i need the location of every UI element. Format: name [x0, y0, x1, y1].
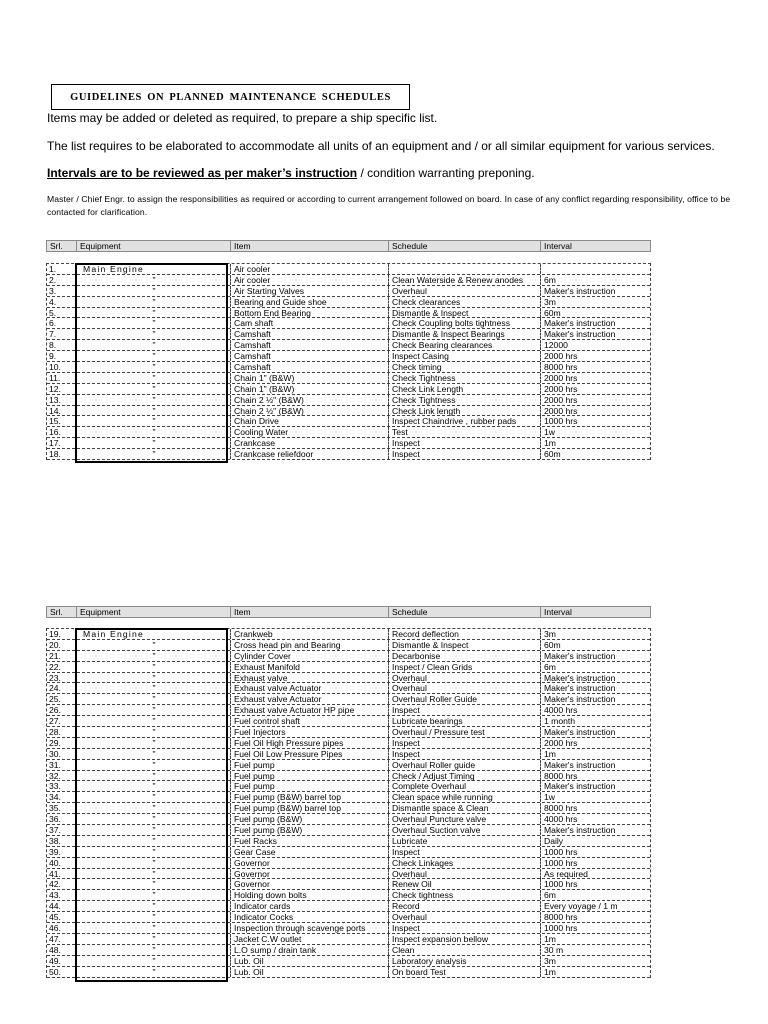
item-cell: Chain 1" (B&W): [230, 384, 389, 394]
item-cell: Fuel pump: [230, 760, 389, 770]
item-cell: Exhaust valve: [230, 673, 389, 683]
schedule-cell: Overhaul: [388, 683, 542, 693]
schedule-cell: Overhaul Roller Guide: [388, 694, 542, 704]
srl-cell: 16.: [49, 427, 61, 438]
equipment-cell: ": [76, 869, 231, 879]
srl-cell: 2.: [49, 274, 57, 285]
interval-cell: 2000 hrs: [540, 384, 654, 394]
srl-cell: 28.: [49, 727, 61, 738]
interval-cell: As required: [540, 869, 654, 879]
main-engine-group-box-1: [75, 263, 228, 463]
schedule-cell: Dismantle & Inspect: [388, 308, 542, 318]
interval-cell: 12000: [540, 340, 654, 350]
intro-line-1: Items may be added or deleted as required, to prepare a ship specific list.: [47, 111, 438, 125]
interval-cell: 8000 hrs: [540, 912, 654, 922]
srl-cell: 7.: [49, 329, 57, 340]
equipment-cell: ": [76, 771, 231, 781]
equipment-cell: ": [76, 705, 231, 715]
interval-cell: 1w: [540, 427, 654, 437]
schedule-cell: Test: [388, 427, 542, 437]
schedule-cell: Overhaul / Pressure test: [388, 727, 542, 737]
interval-cell: 2000 hrs: [540, 373, 654, 383]
schedule-cell: Record: [388, 901, 542, 911]
schedule-cell: Inspect Chaindrive , rubber pads: [388, 416, 542, 426]
srl-cell: 1.: [49, 264, 57, 274]
srl-cell: 30.: [49, 748, 61, 759]
item-cell: L.O sump / drain tank: [230, 945, 389, 955]
srl-cell: 37.: [49, 825, 61, 836]
table-header-2: [46, 606, 651, 618]
interval-cell: Maker's instruction: [540, 286, 654, 296]
srl-cell: 27.: [49, 716, 61, 727]
schedule-cell: Laboratory analysis: [388, 956, 542, 966]
schedule-cell: Inspect Casing: [388, 351, 542, 361]
schedule-cell: Inspect: [388, 749, 542, 759]
interval-cell: 3m: [540, 297, 654, 307]
item-cell: Fuel pump: [230, 781, 389, 791]
item-cell: Exhaust valve Actuator HP pipe: [230, 705, 389, 715]
equipment-cell: ": [76, 945, 231, 955]
interval-cell: Maker's instruction: [540, 651, 654, 661]
srl-cell: 18.: [49, 449, 61, 460]
equipment-cell: ": [76, 803, 231, 813]
item-cell: Bearing and Guide shoe: [230, 297, 389, 307]
srl-cell: 20.: [49, 639, 61, 650]
equipment-cell: ": [76, 395, 231, 405]
item-cell: Lub. Oil: [230, 956, 389, 966]
interval-cell: 2000 hrs: [540, 351, 654, 361]
schedule-cell: On board Test: [388, 967, 542, 977]
item-cell: Holding down bolts: [230, 890, 389, 900]
item-cell: Fuel pump (B&W) barrel top: [230, 803, 389, 813]
interval-cell: 2000 hrs: [540, 406, 654, 416]
srl-cell: 15.: [49, 416, 61, 427]
schedule-cell: Clean space while running: [388, 792, 542, 802]
item-cell: Gear Case: [230, 847, 389, 857]
schedule-cell: Clean Waterside & Renew anodes: [388, 275, 542, 285]
col-schedule: Schedule: [388, 607, 542, 617]
col-srl: Srl.: [50, 607, 63, 617]
item-cell: Air cooler: [230, 275, 389, 285]
equipment-cell: ": [76, 308, 231, 318]
document-title: GUIDELINES ON PLANNED MAINTENANCE SCHEDULES: [51, 84, 410, 110]
schedule-cell: Inspect: [388, 923, 542, 933]
interval-cell: 60m: [540, 449, 654, 459]
item-cell: Camshaft: [230, 351, 389, 361]
srl-cell: 45.: [49, 912, 61, 923]
srl-cell: 22.: [49, 661, 61, 672]
item-cell: Fuel pump (B&W): [230, 814, 389, 824]
interval-cell: 1m: [540, 438, 654, 448]
interval-cell: 1000 hrs: [540, 416, 654, 426]
item-cell: Indicator cards: [230, 901, 389, 911]
srl-cell: 50.: [49, 966, 61, 977]
col-interval: Interval: [540, 241, 654, 251]
equipment-cell: ": [76, 847, 231, 857]
item-cell: Lub. Oil: [230, 967, 389, 977]
srl-cell: 24.: [49, 683, 61, 694]
item-cell: Crankweb: [230, 629, 389, 639]
item-cell: Governor: [230, 858, 389, 868]
item-cell: Camshaft: [230, 362, 389, 372]
schedule-cell: Clean: [388, 945, 542, 955]
interval-cell: 1m: [540, 934, 654, 944]
interval-cell: 6m: [540, 662, 654, 672]
interval-cell: 3m: [540, 629, 654, 639]
interval-cell: 60m: [540, 640, 654, 650]
col-equipment: Equipment: [76, 241, 234, 251]
srl-cell: 10.: [49, 362, 61, 373]
interval-cell: 1m: [540, 967, 654, 977]
srl-cell: 11.: [49, 372, 61, 383]
srl-cell: 36.: [49, 814, 61, 825]
schedule-cell: Check clearances: [388, 297, 542, 307]
interval-cell: [540, 264, 654, 274]
item-cell: Chain 2 ½" (B&W): [230, 395, 389, 405]
item-cell: Exhaust valve Actuator: [230, 694, 389, 704]
col-interval: Interval: [540, 607, 654, 617]
item-cell: Air Starting Valves: [230, 286, 389, 296]
item-cell: Cylinder Cover: [230, 651, 389, 661]
equipment-cell: ": [76, 286, 231, 296]
item-cell: Cam shaft: [230, 318, 389, 328]
srl-cell: 9.: [49, 351, 57, 362]
srl-cell: 32.: [49, 770, 61, 781]
interval-cell: Maker's instruction: [540, 760, 654, 770]
item-cell: Fuel control shaft: [230, 716, 389, 726]
interval-cell: 1000 hrs: [540, 923, 654, 933]
item-cell: Indicator Cocks: [230, 912, 389, 922]
col-item: Item: [230, 241, 389, 251]
item-cell: Exhaust Manifold: [230, 662, 389, 672]
interval-cell: 8000 hrs: [540, 771, 654, 781]
schedule-cell: Overhaul Suction valve: [388, 825, 542, 835]
srl-cell: 29.: [49, 737, 61, 748]
schedule-cell: Inspect: [388, 705, 542, 715]
equipment-cell: ": [76, 956, 231, 966]
interval-cell: 1000 hrs: [540, 847, 654, 857]
schedule-cell: Inspect: [388, 438, 542, 448]
equipment-cell: ": [76, 318, 231, 328]
interval-cell: 2000 hrs: [540, 395, 654, 405]
schedule-cell: Dismantle & Inspect: [388, 640, 542, 650]
schedule-cell: [388, 264, 542, 274]
item-cell: Bottom End Bearing: [230, 308, 389, 318]
table-header-1: [46, 240, 651, 252]
srl-cell: 49.: [49, 955, 61, 966]
interval-cell: 8000 hrs: [540, 803, 654, 813]
srl-cell: 3.: [49, 285, 57, 296]
srl-cell: 13.: [49, 394, 61, 405]
interval-cell: Maker's instruction: [540, 673, 654, 683]
equipment-cell: ": [76, 427, 231, 437]
srl-cell: 41.: [49, 868, 61, 879]
schedule-cell: Dismantle & Inspect Bearings: [388, 329, 542, 339]
equipment-cell: ": [76, 814, 231, 824]
equipment-cell: Main Engine: [76, 264, 237, 274]
schedule-cell: Check Bearing clearances: [388, 340, 542, 350]
equipment-cell: ": [76, 825, 231, 835]
equipment-cell: ": [76, 329, 231, 339]
equipment-cell: ": [76, 923, 231, 933]
equipment-cell: ": [76, 694, 231, 704]
interval-cell: 8000 hrs: [540, 362, 654, 372]
srl-cell: 19.: [49, 629, 61, 639]
item-cell: Crankcase: [230, 438, 389, 448]
item-cell: Chain 1" (B&W): [230, 373, 389, 383]
srl-cell: 12.: [49, 383, 61, 394]
intervals-review-rest: / condition warranting preponing.: [357, 166, 535, 180]
srl-cell: 38.: [49, 835, 61, 846]
schedule-cell: Check Link Length: [388, 384, 542, 394]
equipment-cell: ": [76, 416, 231, 426]
interval-cell: 1w: [540, 792, 654, 802]
intro-line-2: The list requires to be elaborated to accommodate all units of an equipment and / or all similar equipment for various services.: [47, 139, 715, 153]
interval-cell: Maker's instruction: [540, 329, 654, 339]
col-item: Item: [230, 607, 389, 617]
srl-cell: 4.: [49, 296, 57, 307]
equipment-cell: ": [76, 836, 231, 846]
srl-cell: 8.: [49, 340, 57, 351]
responsibility-note: Master / Chief Engr. to assign the responsibilities as required or according to current arrangement followed on board. In case of any conflict regarding responsibility, office to be contacted for clarification.: [47, 194, 731, 217]
srl-cell: 47.: [49, 933, 61, 944]
schedule-cell: Inspect / Clean Grids: [388, 662, 542, 672]
equipment-cell: ": [76, 362, 231, 372]
item-cell: Fuel Injectors: [230, 727, 389, 737]
interval-cell: 6m: [540, 890, 654, 900]
schedule-cell: Renew Oil: [388, 879, 542, 889]
schedule-cell: Lubricate: [388, 836, 542, 846]
equipment-cell: ": [76, 373, 231, 383]
srl-cell: 39.: [49, 846, 61, 857]
equipment-cell: ": [76, 738, 231, 748]
item-cell: Camshaft: [230, 340, 389, 350]
intro-line-3: [47, 166, 535, 180]
intervals-review-note: Intervals are to be reviewed as per maker’s instruction: [47, 166, 358, 180]
schedule-cell: Check Coupling bolts tightness: [388, 318, 542, 328]
item-cell: Governor: [230, 879, 389, 889]
equipment-cell: ": [76, 716, 231, 726]
item-cell: Jacket C.W outlet: [230, 934, 389, 944]
schedule-cell: Inspect: [388, 738, 542, 748]
schedule-cell: Check Tightness: [388, 395, 542, 405]
equipment-cell: ": [76, 912, 231, 922]
schedule-cell: Inspect: [388, 449, 542, 459]
equipment-cell: ": [76, 351, 231, 361]
schedule-cell: Check / Adjust Timing: [388, 771, 542, 781]
srl-cell: 26.: [49, 705, 61, 716]
srl-cell: 17.: [49, 438, 61, 449]
interval-cell: 4000 hrs: [540, 705, 654, 715]
item-cell: Crankcase reliefdoor: [230, 449, 389, 459]
item-cell: Governor: [230, 869, 389, 879]
schedule-cell: Check Tightness: [388, 373, 542, 383]
interval-cell: Maker's instruction: [540, 825, 654, 835]
srl-cell: 31.: [49, 759, 61, 770]
interval-cell: Maker's instruction: [540, 727, 654, 737]
srl-cell: 40.: [49, 857, 61, 868]
srl-cell: 23.: [49, 672, 61, 683]
schedule-cell: Complete Overhaul: [388, 781, 542, 791]
interval-cell: 1m: [540, 749, 654, 759]
equipment-cell: ": [76, 683, 231, 693]
equipment-cell: Main Engine: [76, 629, 237, 639]
interval-cell: Maker's instruction: [540, 683, 654, 693]
interval-cell: 30 m: [540, 945, 654, 955]
item-cell: Fuel Racks: [230, 836, 389, 846]
schedule-cell: Check Linkages: [388, 858, 542, 868]
interval-cell: 6m: [540, 275, 654, 285]
srl-cell: 42.: [49, 879, 61, 890]
main-engine-group-box-2: [75, 628, 228, 982]
interval-cell: 1000 hrs: [540, 879, 654, 889]
equipment-cell: ": [76, 934, 231, 944]
item-cell: Air cooler: [230, 264, 389, 274]
equipment-cell: ": [76, 340, 231, 350]
srl-cell: 44.: [49, 901, 61, 912]
equipment-cell: ": [76, 749, 231, 759]
schedule-cell: Overhaul Puncture valve: [388, 814, 542, 824]
item-cell: Inspection through scavenge ports: [230, 923, 389, 933]
srl-cell: 48.: [49, 944, 61, 955]
equipment-cell: ": [76, 967, 231, 977]
schedule-cell: Decarbonise: [388, 651, 542, 661]
equipment-cell: ": [76, 275, 231, 285]
srl-cell: 43.: [49, 890, 61, 901]
equipment-cell: ": [76, 727, 231, 737]
col-schedule: Schedule: [388, 241, 542, 251]
equipment-cell: ": [76, 384, 231, 394]
equipment-cell: ": [76, 781, 231, 791]
schedule-cell: Overhaul: [388, 286, 542, 296]
schedule-cell: Overhaul: [388, 869, 542, 879]
interval-cell: 2000 hrs: [540, 738, 654, 748]
schedule-cell: Check Link length: [388, 406, 542, 416]
item-cell: Chain 2 ½" (B&W): [230, 406, 389, 416]
schedule-cell: Lubricate bearings: [388, 716, 542, 726]
item-cell: Exhaust valve Actuator: [230, 683, 389, 693]
srl-cell: 5.: [49, 307, 57, 318]
interval-cell: 4000 hrs: [540, 814, 654, 824]
interval-cell: 3m: [540, 956, 654, 966]
equipment-cell: ": [76, 858, 231, 868]
item-cell: Fuel pump (B&W): [230, 825, 389, 835]
equipment-cell: ": [76, 662, 231, 672]
equipment-cell: ": [76, 901, 231, 911]
schedule-cell: Overhaul: [388, 673, 542, 683]
equipment-cell: ": [76, 297, 231, 307]
srl-cell: 14.: [49, 405, 61, 416]
equipment-cell: ": [76, 673, 231, 683]
srl-cell: 35.: [49, 803, 61, 814]
srl-cell: 46.: [49, 923, 61, 934]
equipment-cell: ": [76, 640, 231, 650]
schedule-cell: Check timing: [388, 362, 542, 372]
interval-cell: Maker's instruction: [540, 694, 654, 704]
item-cell: Chain Drive: [230, 416, 389, 426]
schedule-cell: Dismantle space & Clean: [388, 803, 542, 813]
srl-cell: 25.: [49, 694, 61, 705]
item-cell: Fuel pump: [230, 771, 389, 781]
schedule-cell: Inspect: [388, 847, 542, 857]
item-cell: Cross head pin and Bearing: [230, 640, 389, 650]
equipment-cell: ": [76, 760, 231, 770]
equipment-cell: ": [76, 438, 231, 448]
schedule-cell: Overhaul Roller guide: [388, 760, 542, 770]
equipment-cell: ": [76, 406, 231, 416]
col-equipment: Equipment: [76, 607, 234, 617]
interval-cell: Every voyage / 1 m: [540, 901, 654, 911]
interval-cell: Maker's instruction: [540, 781, 654, 791]
interval-cell: 60m: [540, 308, 654, 318]
schedule-cell: Overhaul: [388, 912, 542, 922]
col-srl: Srl.: [50, 241, 63, 251]
schedule-cell: Inspect expansion bellow: [388, 934, 542, 944]
schedule-cell: Check tightness: [388, 890, 542, 900]
interval-cell: 1 month: [540, 716, 654, 726]
interval-cell: 1000 hrs: [540, 858, 654, 868]
item-cell: Fuel Oil High Pressure pipes: [230, 738, 389, 748]
equipment-cell: ": [76, 879, 231, 889]
srl-cell: 34.: [49, 792, 61, 803]
item-cell: Fuel Oil Low Pressure Pipes: [230, 749, 389, 759]
srl-cell: 33.: [49, 781, 61, 792]
item-cell: Fuel pump (B&W) barrel top: [230, 792, 389, 802]
interval-cell: Daily: [540, 836, 654, 846]
schedule-cell: Record deflection: [388, 629, 542, 639]
srl-cell: 21.: [49, 650, 61, 661]
equipment-cell: ": [76, 890, 231, 900]
equipment-cell: ": [76, 449, 231, 459]
item-cell: Cooling Water: [230, 427, 389, 437]
srl-cell: 6.: [49, 318, 57, 329]
interval-cell: Maker's instruction: [540, 318, 654, 328]
equipment-cell: ": [76, 792, 231, 802]
item-cell: Camshaft: [230, 329, 389, 339]
equipment-cell: ": [76, 651, 231, 661]
